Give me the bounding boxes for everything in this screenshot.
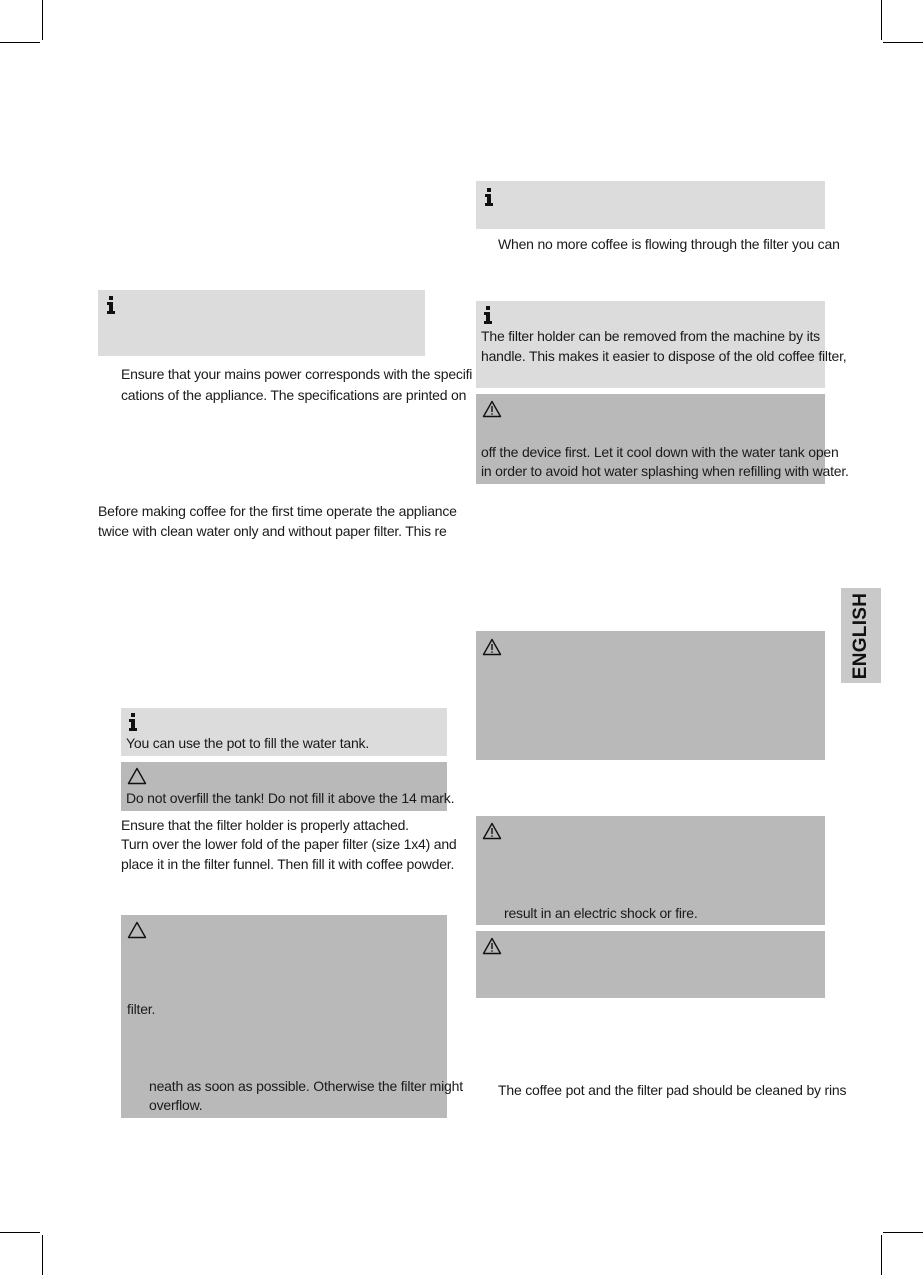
crop-mark — [0, 1232, 40, 1233]
filter-warning-line: neath as soon as possible. Otherwise the filter might — [149, 1078, 463, 1094]
crop-mark — [883, 1232, 923, 1233]
shock-warning-text: result in an electric shock or fire. — [504, 905, 698, 921]
cooldown-warning-line: off the device first. Let it cool down with the water tank open — [481, 444, 839, 460]
first-use-line: twice with clean water only and without paper filter. This re — [98, 523, 447, 539]
filter-step-line: Ensure that the filter holder is properly attached. — [121, 817, 409, 833]
info-icon — [104, 296, 118, 314]
info-box — [98, 290, 425, 356]
crop-mark — [42, 1235, 43, 1275]
info-icon — [481, 306, 495, 324]
info-icon — [126, 713, 140, 731]
warning-triangle-icon — [127, 921, 147, 939]
warning-triangle-icon — [127, 767, 147, 785]
filter-holder-info-box — [476, 301, 847, 388]
filter-warning-line: filter. — [127, 1001, 156, 1017]
info-box — [476, 181, 825, 229]
pot-info-box — [121, 708, 447, 756]
crop-mark — [0, 42, 40, 43]
overfill-warning-box — [121, 762, 455, 811]
cooldown-warning-line: in order to avoid hot water splashing when refilling with water. — [481, 463, 849, 479]
warning-box — [476, 931, 825, 998]
crop-mark — [42, 0, 43, 40]
language-side-tab — [841, 588, 881, 683]
overfill-warning-text: Do not overfill the tank! Do not fill it above the 14 mark. — [126, 790, 455, 806]
pot-info-text: You can use the pot to fill the water tank. — [126, 735, 370, 751]
warning-triangle-icon — [482, 400, 502, 418]
crop-mark — [881, 1235, 882, 1275]
flow-note-text: When no more coffee is flowing through the filter you can — [498, 236, 840, 252]
crop-mark — [881, 0, 882, 40]
warning-triangle-icon — [482, 822, 502, 840]
cleaning-note-text: The coffee pot and the filter pad should be cleaned by rins — [498, 1082, 847, 1098]
filter-warning-line: overflow. — [149, 1097, 203, 1113]
filter-step-line: Turn over the lower fold of the paper filter (size 1x4) and — [121, 836, 457, 852]
filter-step-line: place it in the filter funnel. Then fill it with coffee powder. — [121, 856, 455, 872]
filter-holder-info-line: handle. This makes it easier to dispose of the old coffee filter, — [481, 348, 847, 364]
cooldown-warning-box — [476, 394, 849, 484]
mains-note-line: cations of the appliance. The specifications are printed on — [121, 387, 467, 403]
filter-holder-info-line: The filter holder can be removed from the machine by its — [481, 328, 820, 344]
warning-box — [476, 631, 825, 760]
warning-triangle-icon — [482, 638, 502, 656]
filter-warning-box — [121, 915, 463, 1118]
mains-note-line: Ensure that your mains power corresponds with the specifi — [121, 366, 473, 382]
crop-mark — [883, 42, 923, 43]
info-icon — [482, 188, 496, 206]
first-use-line: Before making coffee for the first time operate the appliance — [98, 503, 457, 519]
warning-triangle-icon — [482, 937, 502, 955]
shock-warning-box — [476, 816, 825, 925]
language-label: ENGLISH — [850, 592, 871, 679]
